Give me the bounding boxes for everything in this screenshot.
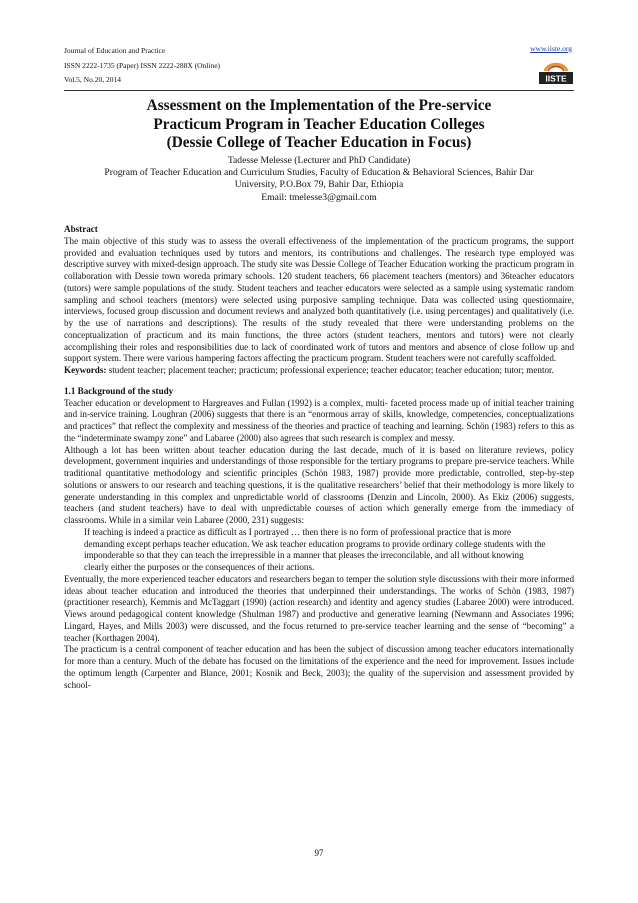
paper-title bbox=[60, 97, 578, 153]
logo-text: IISTE bbox=[545, 73, 567, 84]
section-heading: 1.1 Background of the study bbox=[64, 385, 174, 396]
author-block bbox=[60, 155, 578, 204]
author-email: Email: tmelesse3@gmail.com bbox=[261, 191, 377, 203]
block-quote: If teaching is indeed a practice as difficult as I portrayed … then there is no form of professional practice that is more demanding except perhaps teacher education. We ask teacher education programs to provide ordinary college students with the imponderable so that they can teach the irrepressible in a manner that pleases the irreconcilable, and all without knowing clearly either the purposes or the consequences of their actions. bbox=[84, 526, 546, 572]
abstract-text: The main objective of this study was to assess the overall effectiveness of the implementation of the practicum programs, the support provided and evaluation techniques used by tutors and mentors, its contributions and challenges. The research type employed was descriptive survey with mixed-design approach. The study site was Dessie College of Teacher Education working the practicum program in collaboration with Dessie town woreda primary schools. 120 student teachers, 66 placement teachers (mentors) and 36teacher educators (tutors) were sample populations of the study. Student teachers and teacher educators were selected as a sample using systematic random sampling and school teachers (mentors) were selected using purposive sampling technique. Data was collected using questionnaire, interviews, focused group discussion and document reviews and analyzed both quantitatively (i.e. using percentages) and qualitatively (i.e. by the use of narrations and descriptions). The results of the study revealed that there were understanding problems on the conceptualization of practicum and its main functions, the three actors (student teachers, mentors and tutors) were not clearly accomplishing their roles and responsibilities due to lack of coordinated work of tutors and mentors and absence of close follow up and support system. There were various hampering factors affecting the practicum program. Student teachers were not carefully scaffolded. bbox=[64, 235, 574, 364]
paragraph-2: Although a lot has been written about teacher education during the last decade, much of it is based on literature reviews, policy development, government inquiries and understandings of those responsible for the tertiary programs to prepare pre-service teachers. While traditional quantitative methodology and scientific principles (Schön 1983, 1987) provide more predictable, controlled, step-by-step solutions or answers to our research and teaching questions, it is the qualitative researchers’ belief that their methodology is more likely to generate understanding in this complex and unpredictable world of classrooms (Denzin and Lincoln, 2000). As Ekiz (2006) suggests, teachers (and student teachers) have to deal with unpredictable courses of action which generally emerge from the immediacy of classrooms. While in a similar vein Labaree (2000, 231) suggests: bbox=[64, 444, 574, 525]
page-number: 97 bbox=[314, 848, 324, 858]
author-name: Tadesse Melesse (Lecturer and PhD Candidate) bbox=[227, 155, 411, 166]
keywords-list: student teacher; placement teacher; practicum; professional experience; teacher educator; teacher education; tutor; mentor. bbox=[106, 365, 554, 375]
paper-body bbox=[64, 224, 574, 691]
title-line-3: (Dessie College of Teacher Education in Focus) bbox=[166, 134, 472, 151]
keywords-label: Keywords: bbox=[64, 365, 107, 375]
title-line-1: Assessment on the Implementation of the Pre-service bbox=[146, 97, 492, 114]
author-affiliation-1: Program of Teacher Education and Curriculum Studies, Faculty of Education & Behavioral Sciences, Bahir Dar bbox=[104, 167, 534, 179]
paragraph-3: Eventually, the more experienced teacher educators and researchers began to temper the solution style discussions with their more informed ideas about teacher education and introduced the theories that underpinned their understandings. The works of Schön (1983, 1987) (practitioner research), Kemmis and McTaggart (1990) (action research) and identity and agency studies (Labaree 2000) were introduced. Views around pedagogical content knowledge (Shulman 1987) and productive and generative learning (Newmann and Associates 1996; Lingard, Hayes, and Mills 2003) were discussed, and the focus returned to pre-service teacher learning and the sense of “becoming” a teacher (Korthagen 2004). bbox=[64, 573, 574, 643]
keywords bbox=[64, 365, 574, 377]
iiste-logo bbox=[539, 59, 573, 85]
title-line-2: Practicum Program in Teacher Education Colleges bbox=[153, 115, 485, 133]
paragraph-1: Teacher education or development to Hargreaves and Fullan (1992) is a complex, multi- faceted process made up of initial teacher training and in-service training. Loughran (2006) suggests that there is an “enormous array of skills, knowledge, competencies, conceptualizations and practices” that reflect the complexity and messiness of the theories and practice of teaching and learning. Schön (1983) refers to this as the “indeterminate swampy zone” and Labaree (2000) also agrees that such research is complex and messy. bbox=[64, 397, 574, 443]
header-divider bbox=[64, 90, 574, 91]
author-affiliation-2: University, P.O.Box 79, Bahir Dar, Ethiopia bbox=[234, 179, 404, 191]
paragraph-4: The practicum is a central component of teacher education and has been the subject of discussion among teacher educators internationally for more than a century. Much of the debate has focused on the limitations of the experience and the need for improvement. Issues include the optimum length (Carpenter and Blance, 2001; Kosnik and Beck, 2003); the quality of the supervision and assessment provided by school- bbox=[64, 644, 574, 690]
journal-header bbox=[64, 44, 220, 88]
journal-url-link[interactable]: www.iiste.org bbox=[530, 44, 572, 53]
journal-name: Journal of Education and Practice bbox=[64, 46, 166, 55]
abstract-heading: Abstract bbox=[64, 224, 98, 234]
journal-volume: Vol.5, No.20, 2014 bbox=[64, 75, 121, 84]
journal-issn: ISSN 2222-1735 (Paper) ISSN 2222-288X (Online) bbox=[64, 60, 221, 70]
